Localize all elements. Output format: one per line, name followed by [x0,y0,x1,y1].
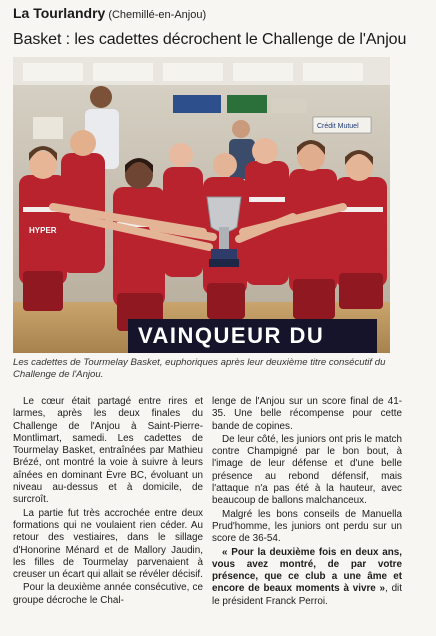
president-quote: « Pour la deuxième fois en deux ans, vous avez montré, de par votre présence, que ce club a une âme et encore de beaux moments à vivre » [212,546,402,595]
commune-name: (Chemillé-en-Anjou) [108,9,207,21]
sponsor-sign: Crédit Mutuel [317,123,359,130]
article-paragraph: Pour la deuxième année consécutive, ce groupe décroche le Chal- [13,582,203,606]
team-photo-illustration [13,57,390,353]
article-paragraph: Malgré les bons conseils de Manuella Prud'homme, les juniors ont perdu sur un score de 36-54. [212,508,402,545]
article-headline: Basket : les cadettes décrochent le Challenge de l'Anjou [13,31,407,48]
locality-header [13,5,413,23]
article-paragraph: De leur côté, les juniors ont pris le match contre Champigné par le bon bout, à l'image de leur défense et d'une belle présence au rebond défensif, mais l'attaque n'a pas été à la hauteur, avec beaucoup de ballons malchanceux. [212,433,402,507]
photo-caption: Les cadettes de Tourmelay Basket, euphoriques après leur deuxième titre consécutif du Challenge de l'Anjou. [13,357,386,380]
president-quote-paragraph [212,547,402,608]
winner-banner: VAINQUEUR DU [128,319,377,353]
article-paragraph: lenge de l'Anjou sur un score final de 41-35. Une belle récompense pour cette bande de copines. [212,396,402,432]
article-column-left [13,396,203,608]
team-photo [13,57,390,353]
jersey-sponsor: HYPER [29,226,57,235]
article-column-right [212,396,402,609]
locality-name: La Tourlandry [13,5,106,21]
quote-attribution: , dit le président Franck Perroi. [212,583,402,607]
article-paragraph: La partie fut très accrochée entre deux formations qui ne voulaient rien céder. Au retour des vestiaires, dans le sillage d'Honorine Ménard et de Mallory Jaudin, les filles de Tourmelay parvenaient à creuser un écart qui allait se révéler décisif. [13,507,203,581]
article-paragraph: Le cœur était partagé entre rires et larmes, après les deux finales du Challenge de l'Anjou à Saint-Pierre-Montlimart, samedi. Les cadettes de Tourmelay Basket, entraînées par Mathieu Brézé, ont montré la voie à suivre à leurs aînées en dominant Èvre BC, évoluant un niveau au-dessus et à domicile, de surcroît. [13,396,203,506]
